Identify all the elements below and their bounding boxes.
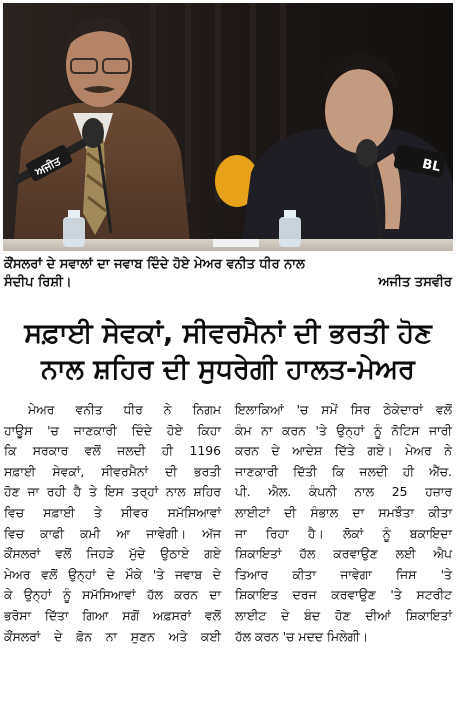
headline (2, 316, 454, 388)
photo-credit: ਅਜੀਤ ਤਸਵੀਰ (378, 275, 452, 290)
mic-label-right: BL (420, 156, 442, 176)
col1-line: ਕੌਂਸਲਰਾਂ ਦੇ ਫ਼ੋਨ ਨਾ ਸੁਣਨ ਅਤੇ ਕਈ (4, 628, 221, 644)
col2-line: ਕੰਮ ਨਾ ਕਰਨ 'ਤੇ ਉਨ੍ਹਾਂ ਨੂੰ ਨੋਟਿਸ ਜਾਰੀ (235, 422, 452, 438)
col2-line: ਪੀ. ਐਲ. ਕੰਪਨੀ ਨਾਲ 25 ਹਜ਼ਾਰ (235, 484, 452, 500)
col1-line: ਕਿ ਸਰਕਾਰ ਵਲੋਂ ਜਲਦੀ ਹੀ 1196 (4, 443, 221, 459)
col1-line: ਵਿਚ ਸਫ਼ਾਈ ਤੇ ਸੀਵਰ ਸਮੱਸਿਆਵਾਂ (4, 504, 221, 520)
col1-line: ਕੇ ਉਨ੍ਹਾਂ ਨੂੰ ਸਮੱਸਿਆਵਾਂ ਹੱਲ ਕਰਨ ਦਾ (4, 587, 221, 603)
mic-label-left: ਅਜੀਤ (32, 154, 63, 179)
news-photo (3, 3, 453, 251)
col1-line: ਹੋਣ ਜਾ ਰਹੀ ਹੈ ਤੇ ਇਸ ਤਰ੍ਹਾਂ ਨਾਲ ਸ਼ਹਿਰ (4, 484, 221, 500)
col1-line: ਸਫ਼ਾਈ ਸੇਵਕਾਂ, ਸੀਵਰਮੈਨਾਂ ਦੀ ਭਰਤੀ (4, 463, 221, 479)
col1-line: ਹਾਊਸ 'ਚ ਜਾਣਕਾਰੀ ਦਿੰਦੇ ਹੋਏ ਕਿਹਾ (4, 422, 221, 438)
col2-line: ਲਾਈਟਾਂ ਦੀ ਸੰਭਾਲ ਦਾ ਸਮਝੌਤਾ ਕੀਤਾ (235, 504, 452, 520)
col2-line: ਹੱਲ ਕਰਨ 'ਚ ਮਦਦ ਮਿਲੇਗੀ। (235, 628, 369, 644)
caption-line1: ਕੌਂਸਲਰਾਂ ਦੇ ਸਵਾਲਾਂ ਦਾ ਜਵਾਬ ਦਿੰਦੇ ਹੋਏ ਮੇਅਰ ਵਨੀਤ ਧੀਰ ਨਾਲ (4, 257, 305, 272)
col2-line: ਕਰਨ ਦੇ ਆਦੇਸ਼ ਦਿੱਤੇ ਗਏ। ਮੇਅਰ ਨੇ (235, 443, 452, 459)
col1-line: ਮੇਅਰ ਵਲੋਂ ਉਨ੍ਹਾਂ ਦੇ ਮੌਕੇ 'ਤੇ ਜਵਾਬ ਦੇ (4, 566, 221, 582)
col2-line: ਸ਼ਿਕਾਇਤਾਂ ਹੱਲ ਕਰਵਾਉਣ ਲਈ ਐਪ (235, 546, 452, 562)
headline-line2: ਨਾਲ ਸ਼ਹਿਰ ਦੀ ਸੁਧਰੇਗੀ ਹਾਲਤ-ਮੇਅਰ (41, 354, 415, 385)
article-column-1 (4, 400, 221, 700)
col1-line: ਵਿਚ ਕਾਫੀ ਕਮੀ ਆ ਜਾਵੇਗੀ। ਅੱਜ (4, 525, 221, 541)
col2-line: ਤਿਆਰ ਕੀਤਾ ਜਾਵੇਗਾ ਜਿਸ 'ਤੇ (235, 566, 452, 582)
col1-line: ਕੌਂਸਲਰਾਂ ਵਲੋਂ ਜਿਹੜੇ ਮੁੱਦੇ ਉਠਾਏ ਗਏ (4, 546, 221, 562)
col2-line: ਸ਼ਿਕਾਇਤ ਦਰਜ ਕਰਵਾਉਣ 'ਤੇ ਸਟਰੀਟ (235, 587, 452, 603)
press-conference-photo (3, 3, 453, 251)
headline-line1: ਸਫ਼ਾਈ ਸੇਵਕਾਂ, ਸੀਵਰਮੈਨਾਂ ਦੀ ਭਰਤੀ ਹੋਣ (24, 318, 432, 349)
photo-caption (4, 256, 452, 292)
col1-line: ਭਰੋਸਾ ਦਿੱਤਾ ਗਿਆ ਸਗੋਂ ਅਫ਼ਸਰਾਂ ਵਲੋਂ (4, 607, 221, 623)
col2-line: ਇਲਾਕਿਆਂ 'ਚ ਸਮੇਂ ਸਿਰ ਠੇਕੇਦਾਰਾਂ ਵਲੋਂ (235, 402, 452, 417)
col2-line: ਲਾਈਟ ਦੇ ਬੰਦ ਹੋਣ ਦੀਆਂ ਸ਼ਿਕਾਇਤਾਂ (235, 607, 452, 623)
col2-line: ਜਾ ਰਿਹਾ ਹੈ। ਲੋਕਾਂ ਨੂੰ ਬਕਾਇਦਾ (235, 525, 452, 541)
article-body (4, 400, 452, 700)
caption-line2: ਸੰਦੀਪ ਰਿਸ਼ੀ। (4, 275, 72, 290)
col1-line: ਮੇਅਰ ਵਨੀਤ ਧੀਰ ਨੇ ਨਿਗਮ (28, 402, 221, 417)
col2-line: ਜਾਣਕਾਰੀ ਦਿੱਤੀ ਕਿ ਜਲਦੀ ਹੀ ਐੱਚ. (235, 463, 452, 479)
article-column-2 (235, 400, 452, 700)
